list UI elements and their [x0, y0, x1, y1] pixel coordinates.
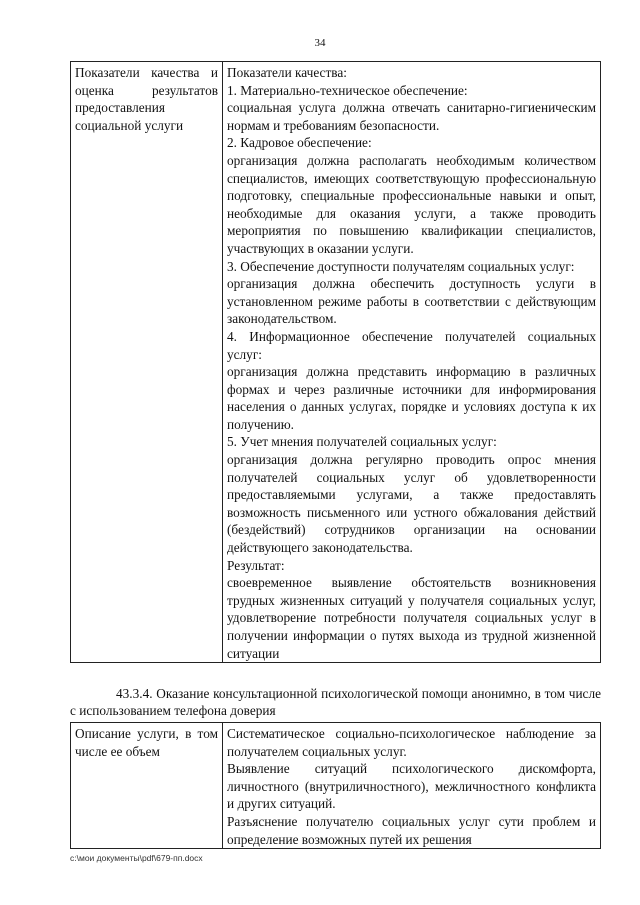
table1-line: 4. Информационное обеспечение получателей социальных услуг: — [227, 328, 596, 362]
table1-line: организация должна регулярно проводить опрос мнения получателей социальных услуг об удовлетворенности предоставляемыми услугами, а также предоставлять возможность письменного или устного обжалования действий (бездействий) сотрудников организации на основании действующего законодательства. — [227, 452, 596, 556]
table2-left-cell: Описание услуги, в том числе ее объем — [71, 723, 223, 849]
table1-line: социальная услуга должна отвечать санитарно-гигиеническим нормам и требованиям безопасности. — [227, 100, 596, 133]
table1-line: 1. Материально-техническое обеспечение: — [227, 82, 468, 98]
table2-line: Выявление ситуаций психологического дискомфорта, личностного (внутриличностного), межличностного конфликта и других ситуаций. — [227, 761, 596, 812]
table1-right-cell — [223, 62, 601, 663]
table1-line: Показатели качества: — [227, 65, 347, 80]
table1-line: Результат: — [227, 557, 285, 573]
table2-right-cell — [223, 723, 601, 849]
table1-left-cell: Показатели качества и оценка результатов предоставления социальной услуги — [71, 62, 223, 663]
table1-line: организация должна представить информацию в различных формах и через различные источники для информирования населения о данных услугах, порядке и условиях доступа к их получению. — [227, 364, 596, 432]
table1-line: 5. Учет мнения получателей социальных услуг: — [227, 434, 497, 450]
page-number: 34 — [314, 37, 326, 49]
table1-line: организация должна располагать необходимым количеством специалистов, имеющих соответствующую профессиональную подготовку, специальные профессиональные навыки и опыт, необходимые для оказания услуги, а также проводить мероприятия по повышению квалификации специалистов, участвующих в оказании услуги. — [227, 152, 596, 256]
table1-line: 2. Кадровое обеспечение: — [227, 135, 372, 151]
section-intro: 43.3.4. Оказание консультационной психологической помощи анонимно, в том числе с использованием телефона доверия — [70, 686, 601, 718]
table1-line: 3. Обеспечение доступности получателям социальных услуг: — [227, 258, 575, 274]
footer-file-path: c:\мои документы\pdf\679-пп.docx — [70, 853, 203, 863]
table2-line: Систематическое социально-психологическое наблюдение за получателем социальных услуг. — [227, 726, 596, 759]
table2-line: Разъяснение получателю социальных услуг сути проблем и определение возможных путей их решения — [227, 813, 596, 847]
table1-line: организация должна обеспечить доступность услуги в установленном режиме работы в соответствии с действующим законодательством. — [227, 276, 596, 327]
table1-line: своевременное выявление обстоятельств возникновения трудных жизненных ситуаций у получателя социальных услуг, удовлетворение потребности получателя социальных услуг в получении информации о путях выхода из трудной жизненной ситуации — [227, 575, 596, 661]
quality-indicators-table — [70, 61, 601, 663]
service-description-table — [70, 722, 601, 849]
